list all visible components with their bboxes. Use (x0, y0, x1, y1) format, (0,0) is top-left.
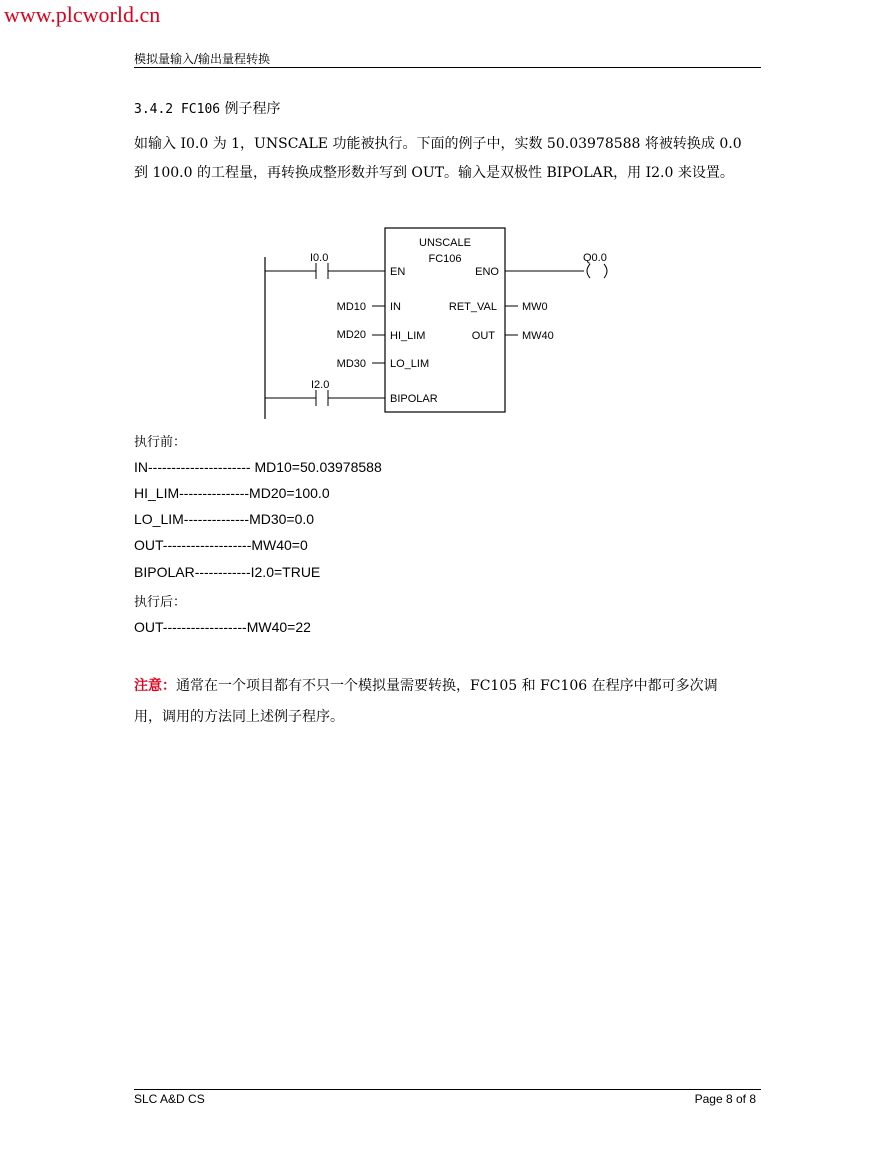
before-line-in: IN---------------------- MD10=50.03978588 (134, 459, 382, 475)
note-line-1 (134, 675, 718, 695)
coil-left (587, 264, 590, 278)
before-line-lo-lim: LO_LIM--------------MD30=0.0 (134, 511, 315, 527)
footer-left: SLC A&D CS (134, 1092, 205, 1106)
section-number: 3.4.2 FC106 (134, 102, 221, 117)
footer-page-number: Page 8 of 8 (694, 1092, 756, 1106)
contact-en-label: I0.0 (310, 252, 329, 264)
operand-md10: MD10 (336, 301, 366, 313)
block-id: FC106 (428, 253, 462, 265)
section-title: 例子程序 (224, 101, 281, 117)
pin-lo-lim: LO_LIM (390, 358, 430, 370)
ladder-diagram (0, 0, 893, 430)
page-header-title: 模拟量输入/输出量程转换 (134, 52, 271, 66)
operand-md30: MD30 (336, 358, 366, 370)
after-label: 执行后： (134, 595, 187, 610)
watermark-url[interactable]: www.plcworld.cn (4, 2, 161, 27)
before-line-out: OUT-------------------MW40=0 (134, 537, 308, 553)
operand-md20: MD20 (336, 329, 366, 341)
pin-hi-lim: HI_LIM (390, 330, 426, 342)
paragraph-line-1: 如输入 I0.0 为 1，UNSCALE 功能被执行。下面的例子中，实数 50.03978588 将被转换成 0.0 (134, 136, 742, 152)
note-line-2: 用，调用的方法同上述例子程序。 (134, 709, 344, 725)
note-label: 注意： (134, 678, 176, 694)
pin-ret-val: RET_VAL (448, 301, 497, 313)
coil-right (604, 264, 607, 278)
contact-bipolar-label: I2.0 (311, 379, 330, 391)
coil-label: Q0.0 (583, 252, 607, 264)
before-line-hi-lim: HI_LIM---------------MD20=100.0 (134, 485, 330, 501)
operand-mw40: MW40 (522, 330, 554, 342)
pin-in: IN (390, 301, 401, 313)
pin-eno: ENO (475, 266, 499, 278)
after-line-out: OUT------------------MW40=22 (134, 619, 311, 635)
before-label: 执行前： (134, 435, 187, 450)
pin-out: OUT (471, 330, 495, 342)
operand-mw0: MW0 (522, 301, 548, 313)
paragraph-line-2: 到 100.0 的工程量，再转换成整形数并写到 OUT。输入是双极性 BIPOLAR，用 I2.0 来设置。 (134, 165, 734, 181)
pin-en: EN (390, 266, 406, 278)
block-name: UNSCALE (419, 237, 471, 249)
footer-divider (134, 1089, 761, 1090)
note-text-1: 通常在一个项目都有不只一个模拟量需要转换，FC105 和 FC106 在程序中都可多次调 (176, 678, 718, 694)
pin-bipolar: BIPOLAR (390, 393, 438, 405)
before-line-bipolar: BIPOLAR------------I2.0=TRUE (134, 564, 321, 580)
